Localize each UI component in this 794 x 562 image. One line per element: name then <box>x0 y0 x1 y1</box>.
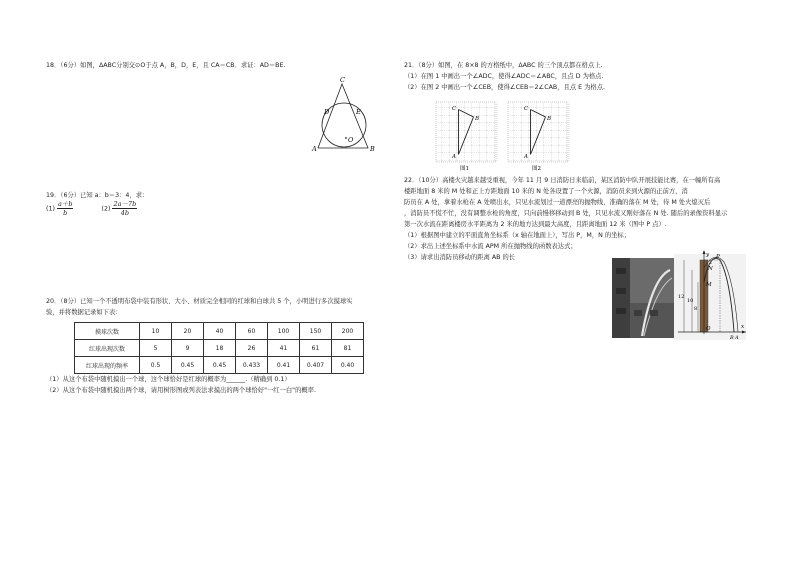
table-cell: 60 <box>236 323 268 340</box>
table-cell: 26 <box>236 340 268 357</box>
label-2: 2 <box>709 261 712 266</box>
label-b: B <box>547 116 552 122</box>
q20-frequency-table <box>74 322 364 374</box>
table-cell: 200 <box>332 323 364 340</box>
q22-line: 楼距地面 8 米的 M 处和正上方距地面 10 米的 N 处各设置了一个火源，消防员来到火源的正前方，消 <box>404 188 688 195</box>
q20-line1: 20．（8分）已知一个不透明布袋中装有形状、大小、材质完全相同的红球和白球共 5 个，小明进行多次摸球实 <box>46 298 353 305</box>
label-p: P <box>716 254 720 260</box>
table-cell: 9 <box>172 340 204 357</box>
table-cell: 0.407 <box>300 357 332 374</box>
label-b: B <box>370 145 375 153</box>
label-b: B <box>475 116 480 122</box>
table-cell: 18 <box>204 340 236 357</box>
q18-circle-figure <box>308 76 382 154</box>
label-a: A <box>312 145 317 153</box>
label-c: C <box>452 106 457 112</box>
table-cell: 0.45 <box>172 357 204 374</box>
label-y: y <box>706 252 710 258</box>
row-header: 红球出现次数 <box>75 340 140 357</box>
table-cell: 40 <box>204 323 236 340</box>
label-a: A <box>524 154 528 160</box>
label-d: D <box>324 108 330 116</box>
q22-line: （2）求出上述坐标系中水流 APM 所在抛物线的函数表达式； <box>404 243 577 250</box>
label-a: A <box>452 154 456 160</box>
question-18 <box>46 60 286 71</box>
q21-grid-figure-1 <box>434 100 500 172</box>
q18-text: 18．（6分）如图，ΔABC分别交⊙O于点 A，B，D，E，且 CA＝CB．求证：AD＝BE. <box>46 62 286 69</box>
table-cell: 5 <box>140 340 172 357</box>
label-12: 12 <box>678 294 685 300</box>
fig2-caption: 图2 <box>532 166 541 172</box>
table-cell: 100 <box>268 323 300 340</box>
q22-line: （1）根据图中建立的平面直角坐标系（x 轴在地面上），写出 P，M，N 的坐标； <box>404 232 631 239</box>
row-header: 红球出现的频率 <box>75 357 140 374</box>
q19-part1-fraction <box>57 200 74 217</box>
q19-parts <box>46 200 137 219</box>
q22-line: 防员在 A 处，拿着水枪在 A 处喷出水，只见水流划过一道漂亮的抛物线，准确的落在 M 处，待 M 处火熄灭后 <box>404 199 711 206</box>
q22-line: （3）请求出消防员移动的距离 AB 的长 <box>404 254 516 261</box>
q19-part1-label: (1) <box>46 205 55 213</box>
q22-line: 第一次水流在距离楼房水平距离为 2 米的地方达到最大高度，且距离地面 12 米（图中 P 点）. <box>404 221 667 228</box>
q21-line1: 21．（8分）如图，在 8×8 的方格纸中，ΔABC 的三个顶点都在格点上. <box>404 62 603 69</box>
q21-line3: （2）在图 2 中画出一个∠CEB，使得∠CEB＝2∠CAB，且点 E 为格点. <box>404 84 605 91</box>
table-row <box>75 357 364 374</box>
table-cell: 0.41 <box>268 357 300 374</box>
q20-sub1: （1）从这个布袋中随机摸出一个球，这个球恰好是红球的概率为______.（精确到 0.1） <box>46 376 291 383</box>
table-cell: 20 <box>172 323 204 340</box>
q22-line: 22．（10分）高楼火灾越来越受重视，今年 11 月 9 日消防日来临前，某区消防中队开展技能比赛，在一幢所有高 <box>404 177 721 184</box>
q22-fire-figure <box>612 248 746 341</box>
table-cell: 0.45 <box>204 357 236 374</box>
q19-part1-numerator: a＋b <box>57 200 73 208</box>
q21-grid-figure-2 <box>506 100 572 172</box>
table-cell: 81 <box>332 340 364 357</box>
label-10: 10 <box>687 298 694 304</box>
table-cell: 10 <box>140 323 172 340</box>
table-cell: 0.433 <box>236 357 268 374</box>
q20-subquestions <box>46 374 316 396</box>
table-cell: 61 <box>300 340 332 357</box>
label-c: C <box>524 106 529 112</box>
label-o: O <box>348 136 354 144</box>
label-n: N <box>708 266 713 272</box>
label-8: 8 <box>694 306 698 312</box>
label-x: x <box>741 324 745 330</box>
table-cell: 150 <box>300 323 332 340</box>
q20-line2: 验，并将数据记录如下表： <box>46 309 122 316</box>
label-o: O <box>706 326 711 332</box>
q19-text: 19．（6分）已知 a：b＝3：4，求： <box>46 192 149 199</box>
table-cell: 0.5 <box>140 357 172 374</box>
q19-part2-numerator: 2a－7b <box>113 200 137 208</box>
label-c: C <box>340 76 345 84</box>
label-b: B <box>730 335 734 341</box>
q21-line2: （1）在图 1 中画出一个∠ADC，使得∠ADC＝∠ABC，且点 D 为格点. <box>404 73 604 80</box>
q19-part1-denominator: b <box>63 209 68 217</box>
table-row <box>75 340 364 357</box>
q22-line: ，消防员不慌不忙，没有调整水枪的角度，只向前慢移移动到 B 处，只见水流又刚好落在 N 处. 随后的录像资料显示 <box>404 210 728 217</box>
table-cell: 41 <box>268 340 300 357</box>
question-20 <box>46 296 353 318</box>
question-21 <box>404 60 605 93</box>
label-e: E <box>356 108 361 116</box>
q19-part2-label: (2) <box>101 205 111 213</box>
q20-sub2: （2）从这个布袋中随机摸出两个球，请用树形图或列表法求摸出的两个球恰好"一红一白"的概率. <box>46 387 316 394</box>
table-cell: 0.40 <box>332 357 364 374</box>
q19-part2-denominator: 4b <box>120 209 129 217</box>
table-row <box>75 323 364 340</box>
q19-part2-fraction <box>112 200 137 217</box>
fig1-caption: 图1 <box>460 166 469 172</box>
label-m: M <box>706 282 712 288</box>
row-header: 摸球次数 <box>75 323 140 340</box>
label-a: A <box>735 335 739 341</box>
